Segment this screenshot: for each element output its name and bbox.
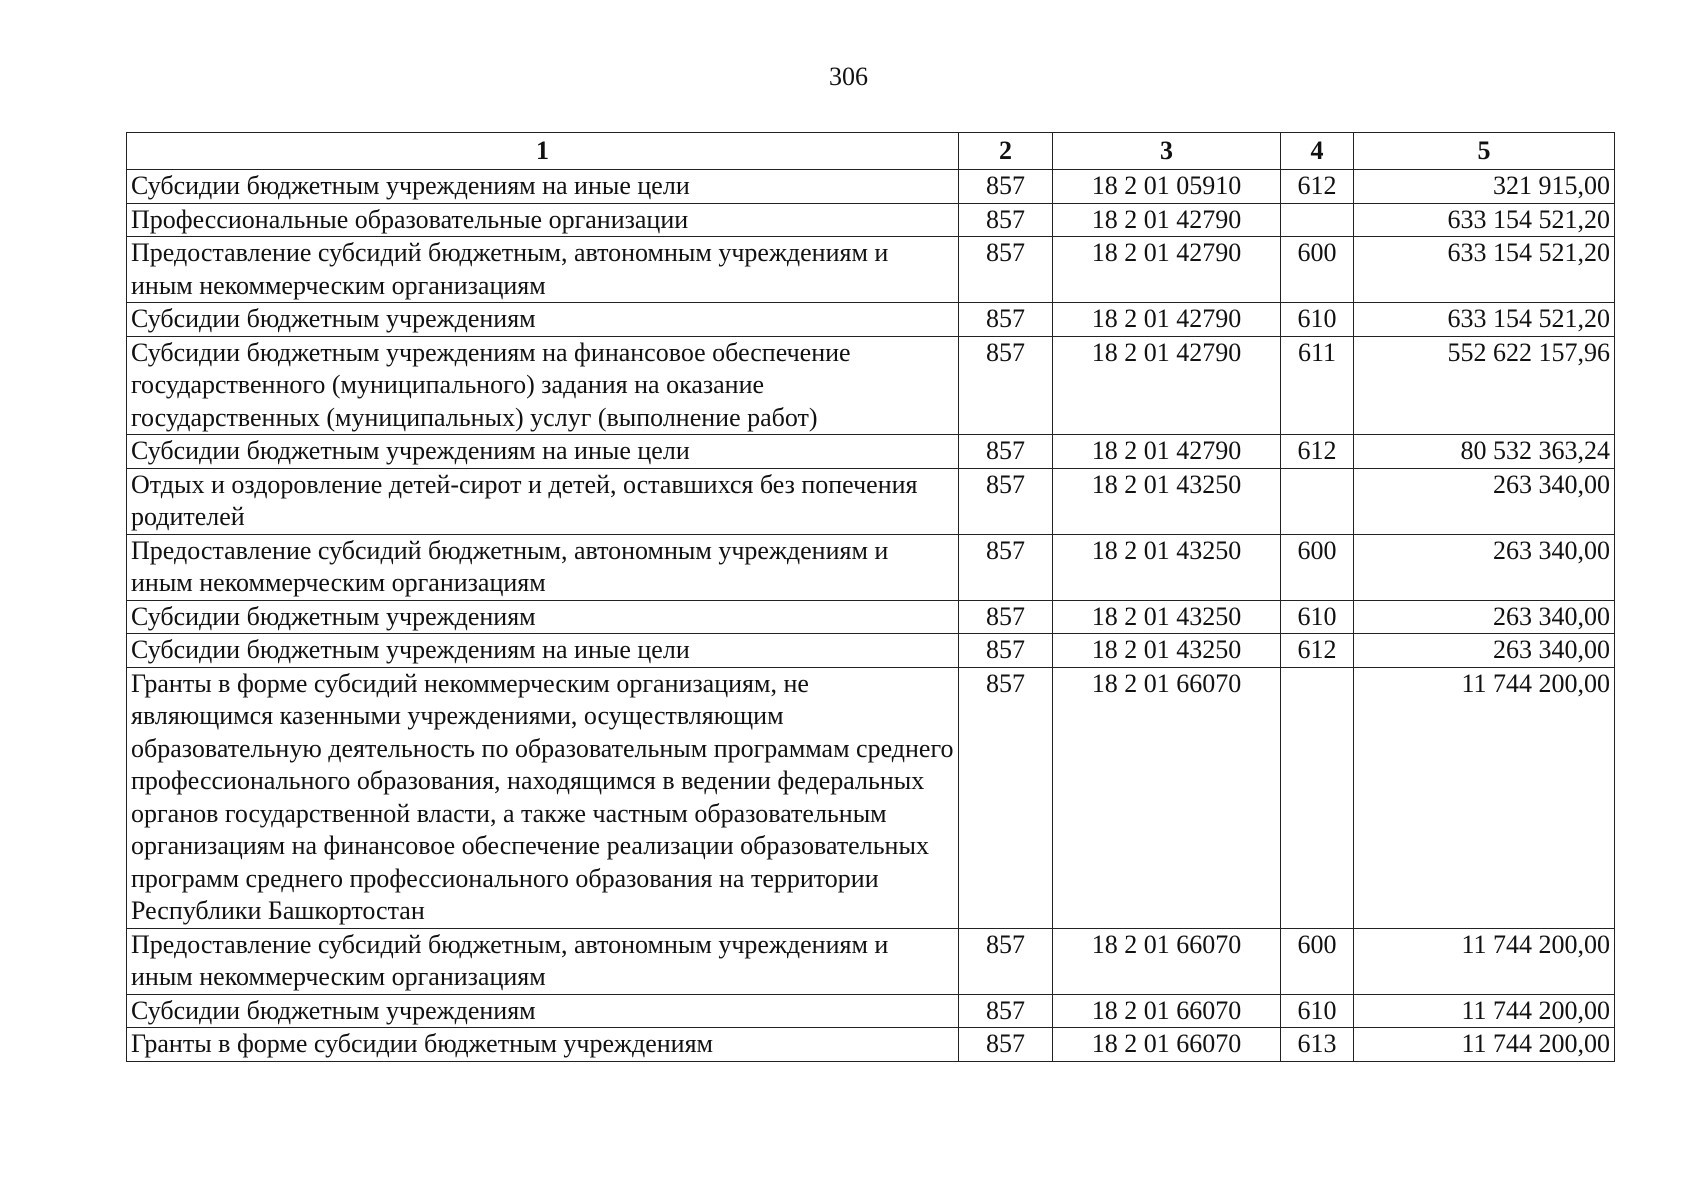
table-row: [127, 203, 1615, 237]
row-col-2: 857: [959, 928, 1053, 994]
table-row: [127, 237, 1615, 303]
row-col-2: 857: [959, 1028, 1053, 1062]
row-col-2: 857: [959, 667, 1053, 928]
row-amount: 11 744 200,00: [1354, 994, 1615, 1028]
row-col-4: [1281, 667, 1354, 928]
row-col-2: 857: [959, 534, 1053, 600]
row-col-4: 600: [1281, 534, 1354, 600]
row-col-2: 857: [959, 634, 1053, 668]
row-name: Предоставление субсидий бюджетным, автономным учреждениям и иным некоммерческим организациям: [127, 237, 959, 303]
row-name: Отдых и оздоровление детей-сирот и детей, оставшихся без попечения родителей: [127, 468, 959, 534]
row-amount: 11 744 200,00: [1354, 928, 1615, 994]
row-col-3: 18 2 01 42790: [1053, 336, 1281, 435]
row-col-3: 18 2 01 66070: [1053, 994, 1281, 1028]
row-name: Субсидии бюджетным учреждениям на иные цели: [127, 435, 959, 469]
row-amount: 633 154 521,20: [1354, 303, 1615, 337]
row-col-3: 18 2 01 42790: [1053, 203, 1281, 237]
row-amount: 80 532 363,24: [1354, 435, 1615, 469]
row-col-3: 18 2 01 42790: [1053, 303, 1281, 337]
row-col-4: 610: [1281, 303, 1354, 337]
row-name: Субсидии бюджетным учреждениям на финансовое обеспечение государственного (муниципального) задания на оказание государственных (муниципальных) услуг (выполнение работ): [127, 336, 959, 435]
row-amount: 552 622 157,96: [1354, 336, 1615, 435]
table-row: [127, 303, 1615, 337]
row-name: Предоставление субсидий бюджетным, автономным учреждениям и иным некоммерческим организациям: [127, 534, 959, 600]
row-name: Субсидии бюджетным учреждениям: [127, 600, 959, 634]
page-number: 306: [829, 62, 868, 91]
row-col-3: 18 2 01 43250: [1053, 600, 1281, 634]
table-row: [127, 928, 1615, 994]
budget-table: [126, 132, 1615, 1062]
row-amount: 633 154 521,20: [1354, 237, 1615, 303]
row-amount: 263 340,00: [1354, 468, 1615, 534]
table-row: [127, 468, 1615, 534]
row-col-2: 857: [959, 170, 1053, 204]
row-col-3: 18 2 01 43250: [1053, 534, 1281, 600]
row-name: Профессиональные образовательные организации: [127, 203, 959, 237]
row-amount: 321 915,00: [1354, 170, 1615, 204]
table-row: [127, 600, 1615, 634]
table-row: [127, 994, 1615, 1028]
row-col-3: 18 2 01 42790: [1053, 237, 1281, 303]
row-amount: 263 340,00: [1354, 634, 1615, 668]
row-amount: 263 340,00: [1354, 600, 1615, 634]
table-body: [127, 170, 1615, 1062]
row-col-4: [1281, 203, 1354, 237]
table-header: [127, 133, 1615, 170]
table-row: [127, 1028, 1615, 1062]
row-name: Гранты в форме субсидии бюджетным учреждениям: [127, 1028, 959, 1062]
row-name: Предоставление субсидий бюджетным, автономным учреждениям и иным некоммерческим организациям: [127, 928, 959, 994]
row-col-4: 612: [1281, 634, 1354, 668]
table-row: [127, 170, 1615, 204]
row-col-2: 857: [959, 468, 1053, 534]
row-col-2: 857: [959, 435, 1053, 469]
header-col-3: 3: [1053, 133, 1281, 170]
row-col-3: 18 2 01 43250: [1053, 468, 1281, 534]
row-col-4: 600: [1281, 928, 1354, 994]
row-col-4: 610: [1281, 994, 1354, 1028]
row-name: Субсидии бюджетным учреждениям на иные цели: [127, 170, 959, 204]
row-col-2: 857: [959, 203, 1053, 237]
row-col-4: [1281, 468, 1354, 534]
row-col-3: 18 2 01 05910: [1053, 170, 1281, 204]
row-col-2: 857: [959, 336, 1053, 435]
row-amount: 11 744 200,00: [1354, 667, 1615, 928]
row-col-3: 18 2 01 66070: [1053, 667, 1281, 928]
row-amount: 263 340,00: [1354, 534, 1615, 600]
row-col-4: 612: [1281, 170, 1354, 204]
row-col-2: 857: [959, 994, 1053, 1028]
row-col-4: 612: [1281, 435, 1354, 469]
header-col-5: 5: [1354, 133, 1615, 170]
table-row: [127, 336, 1615, 435]
row-col-3: 18 2 01 42790: [1053, 435, 1281, 469]
row-col-2: 857: [959, 237, 1053, 303]
row-amount: 633 154 521,20: [1354, 203, 1615, 237]
row-col-4: 611: [1281, 336, 1354, 435]
header-col-2: 2: [959, 133, 1053, 170]
row-name: Субсидии бюджетным учреждениям на иные цели: [127, 634, 959, 668]
row-col-3: 18 2 01 43250: [1053, 634, 1281, 668]
header-col-4: 4: [1281, 133, 1354, 170]
row-col-4: 610: [1281, 600, 1354, 634]
row-name: Субсидии бюджетным учреждениям: [127, 303, 959, 337]
table-row: [127, 667, 1615, 928]
header-col-1: 1: [127, 133, 959, 170]
row-col-2: 857: [959, 600, 1053, 634]
row-col-4: 600: [1281, 237, 1354, 303]
row-col-4: 613: [1281, 1028, 1354, 1062]
row-col-3: 18 2 01 66070: [1053, 928, 1281, 994]
table-row: [127, 634, 1615, 668]
table-row: [127, 534, 1615, 600]
row-col-2: 857: [959, 303, 1053, 337]
header-row: [127, 133, 1615, 170]
row-amount: 11 744 200,00: [1354, 1028, 1615, 1062]
row-name: Субсидии бюджетным учреждениям: [127, 994, 959, 1028]
table-row: [127, 435, 1615, 469]
row-col-3: 18 2 01 66070: [1053, 1028, 1281, 1062]
row-name: Гранты в форме субсидий некоммерческим организациям, не являющимся казенными учреждениями, осуществляющим образовательную деятельность по образовательным программам среднего профессионального образования, находящимся в ведении федеральных органов государственной власти, а также частным образовательным организациям на финансовое обеспечение реализации образовательных программ среднего профессионального образования на территории Республики Башкортостан: [127, 667, 959, 928]
